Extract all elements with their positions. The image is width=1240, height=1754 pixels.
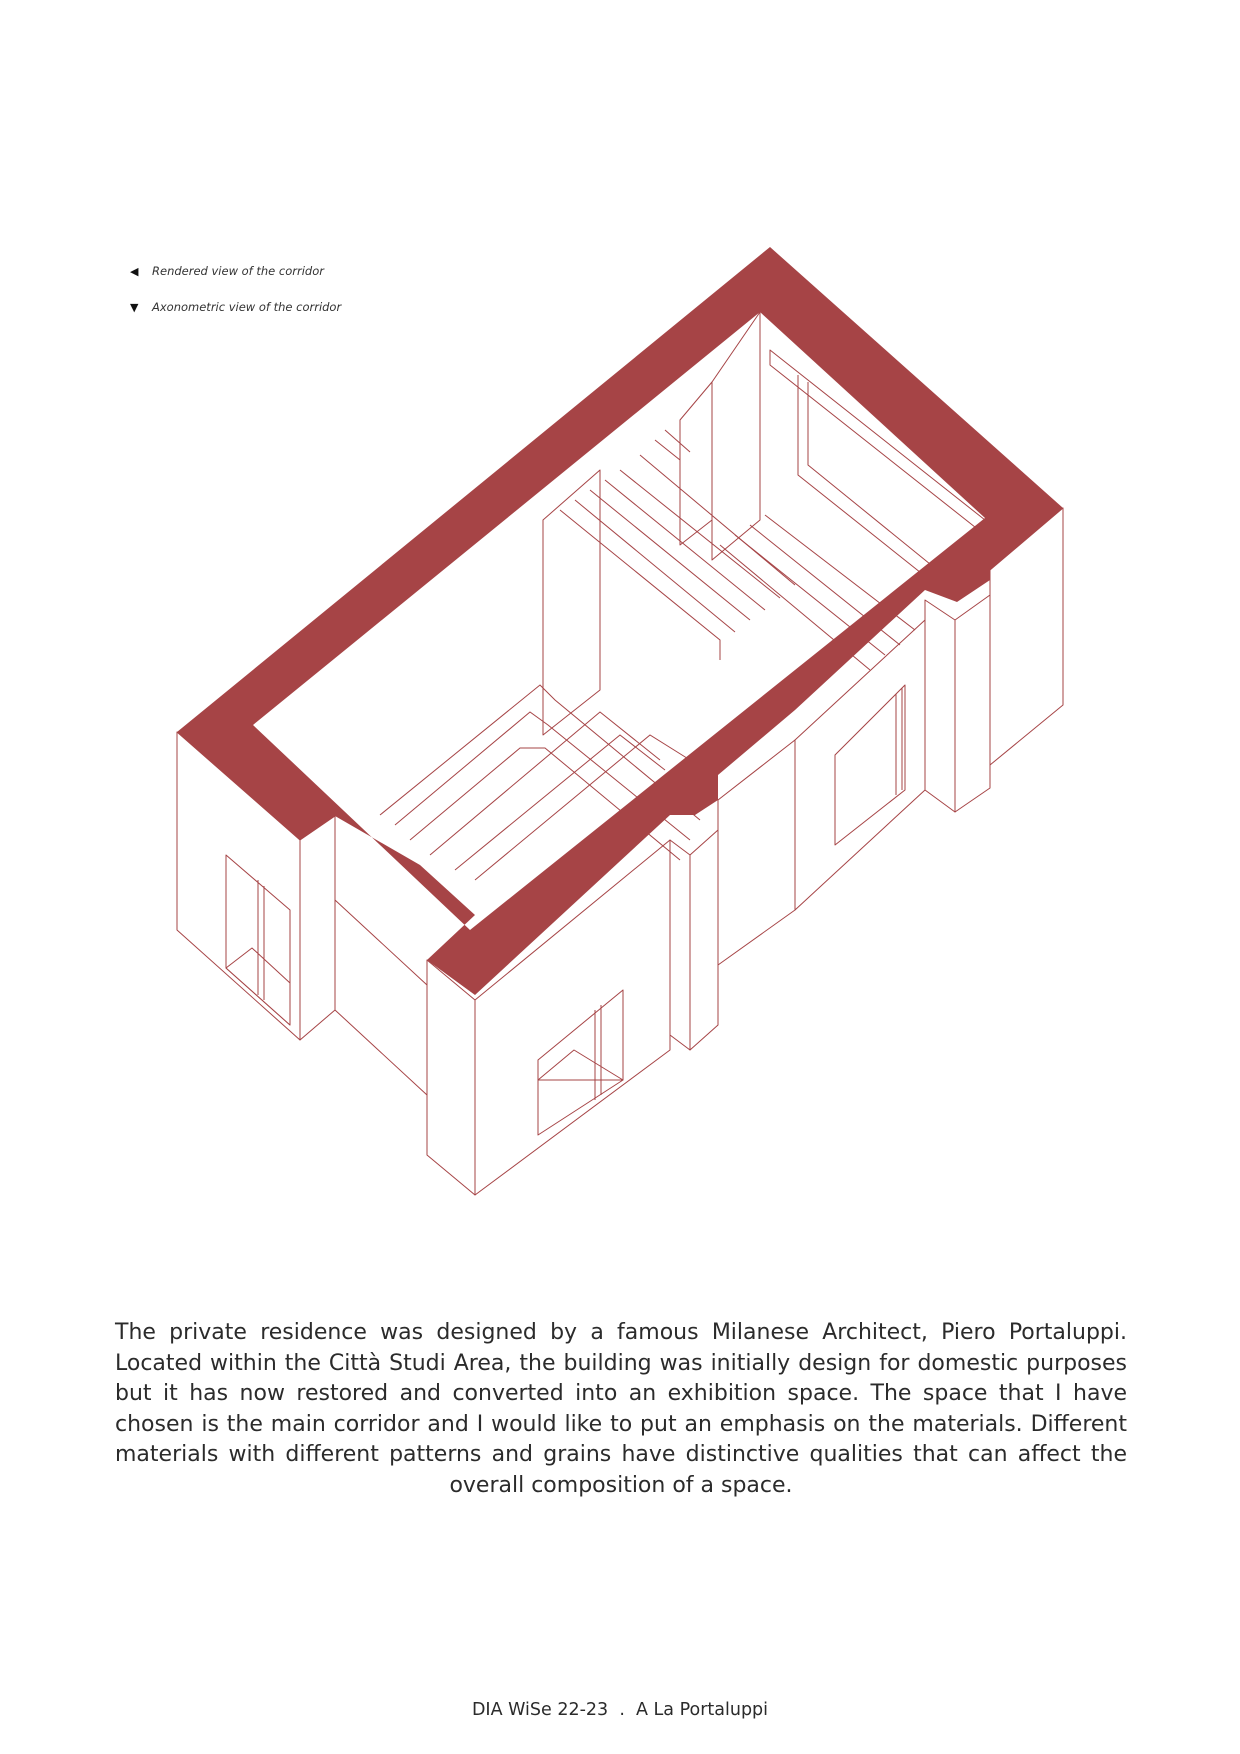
page-footer: DIA WiSe 22-23 . A La Portaluppi [471,1700,769,1720]
wall-front-low [335,900,427,1095]
interior-back-wall [712,312,760,560]
interior-wall-left [543,470,600,735]
triangle-down-icon: ▼ [130,300,139,314]
interior-partition [680,382,712,545]
legend-label: Axonometric view of the corridor [152,300,342,314]
wall-left-end-side [300,816,335,1040]
description-paragraph: The private residence was designed by a famous Milanese Architect, Piero Portaluppi. Located within the Città Studi Area, the building was initially design for domestic purposes but it has now restored and converted into an exhibition space. The space that I have chosen is the main corridor and I would like to put an emphasis on the materials. Different materials with different patterns and grains have distinctive qualities that can affect the overall composition of a space. [115,1320,1127,1498]
wall-front-end [427,960,475,1195]
triangle-left-icon: ◀ [130,264,139,278]
wall-pier [670,840,690,1050]
wall-right-long [718,740,795,965]
legend-label: Rendered view of the corridor [152,264,324,278]
